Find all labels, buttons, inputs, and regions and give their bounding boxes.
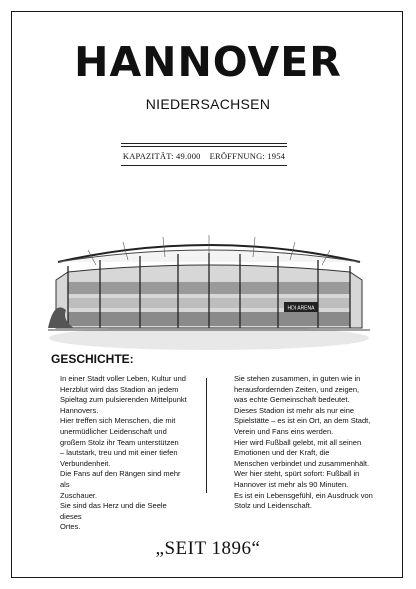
history-line: Verein und Fans eins werden.	[234, 426, 334, 436]
history-line: Ortes.	[60, 522, 81, 532]
stadium-illustration	[48, 220, 370, 350]
city-title: HANNOVER	[74, 38, 342, 86]
history-line: Hier treffen sich Menschen, die mit	[60, 416, 176, 426]
stadium-info-box	[121, 146, 287, 166]
history-line: Hier wird Fußball gelebt, mit all seinen	[234, 437, 362, 447]
history-line: Spielstätte – es ist ein Ort, an dem Stadt,	[234, 416, 371, 426]
history-line: In einer Stadt voller Leben, Kultur und	[60, 374, 186, 383]
history-line: Herzblut wird das Stadion an jedem	[60, 384, 179, 394]
capacity-text: KAPAZITÄT: 49.000	[122, 151, 201, 161]
history-heading: GESCHICHTE:	[51, 352, 134, 366]
history-line: Hannovers.	[60, 405, 99, 415]
history-line: Sie sind das Herz und die Seele dieses	[60, 501, 167, 521]
history-line: was echte Gemeinschaft bedeutet.	[234, 395, 350, 405]
history-line: Menschen verbindet und zusammenhält.	[234, 458, 370, 468]
history-text-left	[60, 374, 190, 533]
founding-quote: „SEIT 1896“	[155, 538, 261, 559]
region-subtitle: NIEDERSACHSEN	[145, 96, 271, 112]
stadium-sign: HDI ARENA	[287, 305, 315, 312]
history-line: Dieses Stadion ist mehr als nur eine	[234, 405, 355, 415]
history-line: Emotionen und der Kraft, die	[234, 448, 330, 458]
history-line: unermüdlicher Leidenschaft und	[60, 426, 167, 436]
history-line: Wer hier steht, spürt sofort: Fußball in	[234, 469, 360, 479]
history-line: großem Stolz ihr Team unterstützen	[60, 437, 179, 447]
history-line: herausfordernden Zeiten, und zeigen,	[234, 384, 360, 394]
history-line: Spieltag zum pulsierenden Mittelpunkt	[60, 395, 187, 405]
column-divider	[206, 378, 207, 493]
info-top-rule	[121, 143, 287, 144]
history-line: Es ist ein Lebensgefühl, ein Ausdruck von	[234, 490, 373, 500]
opening-text: ERÖFFNUNG: 1954	[209, 151, 286, 161]
history-line: Sie stehen zusammen, in guten wie in	[234, 374, 361, 383]
history-line: Hannover ist mehr als 90 Minuten.	[234, 479, 349, 489]
history-line: Zuschauer.	[60, 490, 98, 500]
history-text-right	[234, 374, 374, 512]
history-line: Stolz und Leidenschaft.	[234, 501, 312, 511]
history-line: Verbundenheit.	[60, 458, 111, 468]
history-line: Die Fans auf den Rängen sind mehr als	[60, 469, 181, 489]
history-line: – lautstark, treu und mit einer tiefen	[60, 448, 178, 458]
